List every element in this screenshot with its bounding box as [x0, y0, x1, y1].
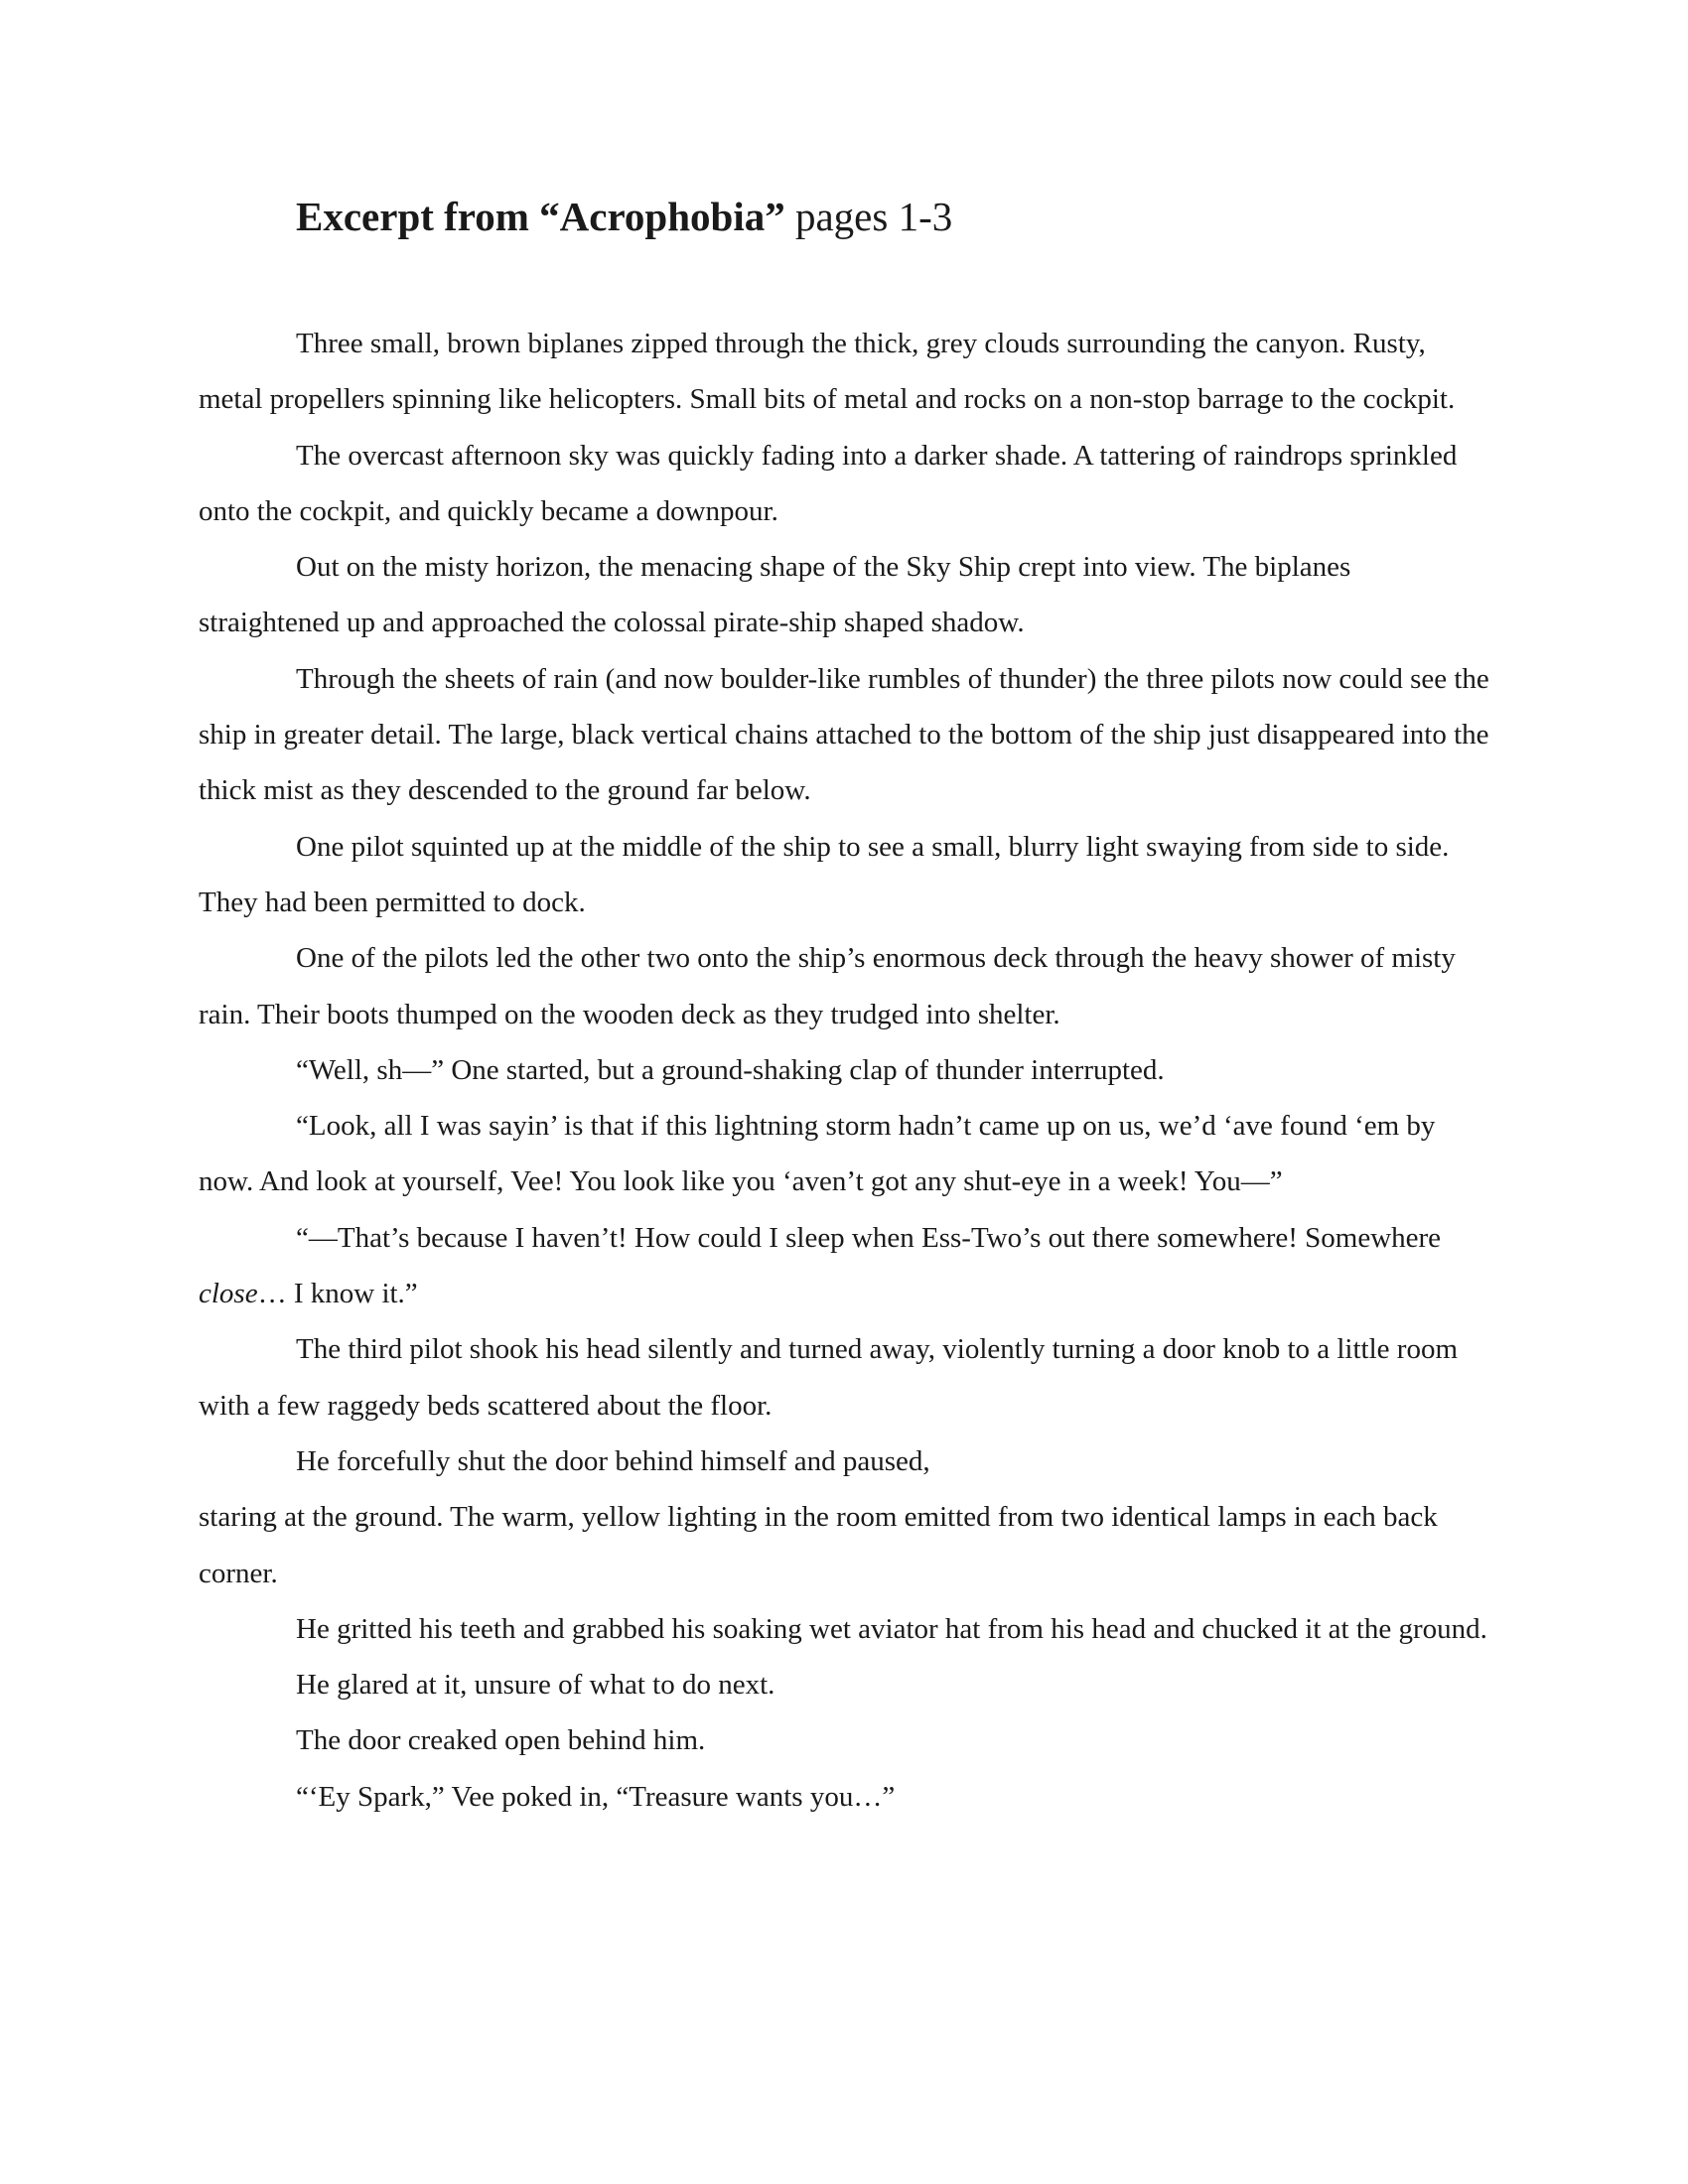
paragraph-1: Three small, brown biplanes zipped through the thick, grey clouds surrounding the canyon. Rusty, metal propellers spinning like helicopters. Small bits of metal and rocks on a non-stop barrage to the cockpit.	[199, 328, 1456, 416]
paragraph-10: The third pilot shook his head silently and turned away, violently turning a door knob to a little room with a few raggedy beds scattered about the floor.	[199, 1333, 1458, 1422]
paragraph-13: He glared at it, unsure of what to do next.	[296, 1669, 775, 1702]
paragraph-3: Out on the misty horizon, the menacing shape of the Sky Ship crept into view. The biplanes straightened up and approached the colossal pirate-ship shaped shadow.	[199, 551, 1351, 639]
paragraph-14: The door creaked open behind him.	[296, 1724, 706, 1757]
paragraph-8: “Look, all I was sayin’ is that if this lightning storm hadn’t came up on us, we’d ‘ave found ‘em by now. And look at yourself, Vee! You look like you ‘aven’t got any shut-eye in a week! You—”	[199, 1110, 1436, 1198]
paragraph-2: The overcast afternoon sky was quickly fading into a darker shade. A tattering of raindrops sprinkled onto the cockpit, and quickly became a downpour.	[199, 439, 1458, 527]
paragraph-11-line-2: staring at the ground. The warm, yellow lighting in the room emitted from two identical lamps in each back corner.	[199, 1501, 1438, 1589]
paragraph-12: He gritted his teeth and grabbed his soaking wet aviator hat from his head and chucked it at the ground.	[296, 1612, 1487, 1645]
paragraph-11-line-1: He forcefully shut the door behind himself and paused,	[296, 1444, 930, 1477]
paragraph-9	[199, 1210, 1489, 1322]
paragraph-11	[199, 1433, 1489, 1601]
paragraph-9-end: … I know it.”	[257, 1278, 418, 1310]
paragraph-9-start: “—That’s because I haven’t! How could I sleep when Ess-Two’s out there somewhere! Somewhere	[296, 1221, 1442, 1254]
document-title	[296, 187, 952, 246]
paragraph-5: One pilot squinted up at the middle of the ship to see a small, blurry light swaying from side to side. They had been permitted to dock.	[199, 830, 1450, 918]
paragraph-7: “Well, sh—” One started, but a ground-shaking clap of thunder interrupted.	[296, 1053, 1165, 1086]
paragraph-15: “‘Ey Spark,” Vee poked in, “Treasure wants you…”	[296, 1780, 896, 1813]
paragraph-6: One of the pilots led the other two onto the ship’s enormous deck through the heavy shower of misty rain. Their boots thumped on the wooden deck as they trudged into shelter.	[199, 942, 1456, 1030]
emphasized-word: close	[199, 1278, 258, 1310]
story-text	[199, 316, 1489, 1825]
title-main: Excerpt from “Acrophobia”	[296, 194, 785, 239]
paragraph-4: Through the sheets of rain (and now boulder-like rumbles of thunder) the three pilots now could see the ship in greater detail. The large, black vertical chains attached to the bottom of the ship just disappeared into the thick mist as they descended to the ground far below.	[199, 662, 1489, 807]
title-pages: pages 1-3	[784, 194, 953, 239]
